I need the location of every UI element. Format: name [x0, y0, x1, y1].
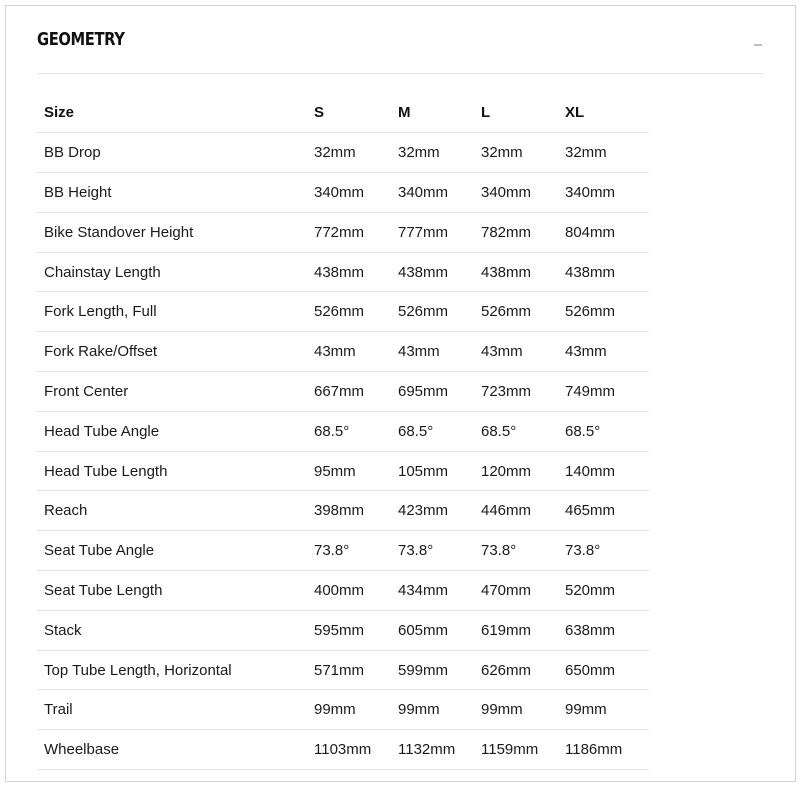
cell-m: 526mm — [398, 292, 481, 332]
table-row — [37, 650, 649, 690]
cell-label: Fork Length, Full — [37, 292, 314, 332]
cell-label: BB Drop — [37, 133, 314, 173]
cell-xl: 99mm — [565, 690, 649, 730]
table-row — [37, 571, 649, 611]
cell-xl: 1186mm — [565, 730, 649, 770]
cell-l: 73.8° — [481, 531, 565, 571]
cell-xl: 465mm — [565, 491, 649, 531]
column-header-xl: XL — [565, 93, 649, 133]
cell-xl: 43mm — [565, 332, 649, 372]
table-row — [37, 451, 649, 491]
column-header-l: L — [481, 93, 565, 133]
cell-m: 1132mm — [398, 730, 481, 770]
cell-s: 595mm — [314, 610, 398, 650]
cell-m: 68.5° — [398, 411, 481, 451]
cell-s: 667mm — [314, 372, 398, 412]
cell-m: 777mm — [398, 212, 481, 252]
cell-xl: 438mm — [565, 252, 649, 292]
table-row — [37, 690, 649, 730]
cell-m: 438mm — [398, 252, 481, 292]
column-header-size: Size — [37, 93, 314, 133]
cell-m: 32mm — [398, 133, 481, 173]
cell-m: 43mm — [398, 332, 481, 372]
cell-l: 782mm — [481, 212, 565, 252]
minus-icon[interactable] — [754, 43, 764, 47]
cell-label: Head Tube Length — [37, 451, 314, 491]
cell-m: 99mm — [398, 690, 481, 730]
cell-s: 32mm — [314, 133, 398, 173]
cell-s: 438mm — [314, 252, 398, 292]
table-row — [37, 730, 649, 770]
cell-label: Wheelbase — [37, 730, 314, 770]
cell-l: 68.5° — [481, 411, 565, 451]
cell-label: Bike Standover Height — [37, 212, 314, 252]
cell-l: 438mm — [481, 252, 565, 292]
table-row — [37, 411, 649, 451]
cell-l: 99mm — [481, 690, 565, 730]
cell-s: 340mm — [314, 173, 398, 213]
cell-s: 68.5° — [314, 411, 398, 451]
cell-s: 99mm — [314, 690, 398, 730]
table-row — [37, 252, 649, 292]
cell-xl: 340mm — [565, 173, 649, 213]
cell-s: 1103mm — [314, 730, 398, 770]
geometry-table — [37, 93, 649, 770]
cell-s: 571mm — [314, 650, 398, 690]
table-row — [37, 531, 649, 571]
cell-s: 526mm — [314, 292, 398, 332]
column-header-s: S — [314, 93, 398, 133]
cell-label: Seat Tube Length — [37, 571, 314, 611]
cell-l: 43mm — [481, 332, 565, 372]
cell-label: Fork Rake/Offset — [37, 332, 314, 372]
table-row — [37, 212, 649, 252]
cell-xl: 140mm — [565, 451, 649, 491]
cell-m: 340mm — [398, 173, 481, 213]
cell-xl: 68.5° — [565, 411, 649, 451]
cell-l: 626mm — [481, 650, 565, 690]
cell-m: 695mm — [398, 372, 481, 412]
section-header[interactable] — [37, 29, 764, 74]
table-header-row — [37, 93, 649, 133]
cell-label: Head Tube Angle — [37, 411, 314, 451]
cell-xl: 749mm — [565, 372, 649, 412]
cell-l: 32mm — [481, 133, 565, 173]
table-row — [37, 491, 649, 531]
table-row — [37, 372, 649, 412]
cell-s: 95mm — [314, 451, 398, 491]
cell-s: 398mm — [314, 491, 398, 531]
cell-xl: 638mm — [565, 610, 649, 650]
table-row — [37, 292, 649, 332]
cell-m: 105mm — [398, 451, 481, 491]
cell-m: 434mm — [398, 571, 481, 611]
cell-s: 73.8° — [314, 531, 398, 571]
cell-s: 43mm — [314, 332, 398, 372]
cell-s: 772mm — [314, 212, 398, 252]
cell-xl: 526mm — [565, 292, 649, 332]
table-row — [37, 133, 649, 173]
cell-l: 446mm — [481, 491, 565, 531]
cell-l: 340mm — [481, 173, 565, 213]
cell-label: Front Center — [37, 372, 314, 412]
cell-l: 470mm — [481, 571, 565, 611]
cell-label: Seat Tube Angle — [37, 531, 314, 571]
table-row — [37, 610, 649, 650]
cell-m: 73.8° — [398, 531, 481, 571]
column-header-m: M — [398, 93, 481, 133]
cell-xl: 650mm — [565, 650, 649, 690]
cell-label: Top Tube Length, Horizontal — [37, 650, 314, 690]
cell-xl: 32mm — [565, 133, 649, 173]
cell-m: 423mm — [398, 491, 481, 531]
cell-l: 723mm — [481, 372, 565, 412]
cell-label: Chainstay Length — [37, 252, 314, 292]
cell-xl: 73.8° — [565, 531, 649, 571]
cell-xl: 804mm — [565, 212, 649, 252]
cell-m: 599mm — [398, 650, 481, 690]
cell-l: 120mm — [481, 451, 565, 491]
cell-l: 619mm — [481, 610, 565, 650]
cell-label: Stack — [37, 610, 314, 650]
cell-label: BB Height — [37, 173, 314, 213]
table-row — [37, 332, 649, 372]
cell-label: Trail — [37, 690, 314, 730]
cell-l: 1159mm — [481, 730, 565, 770]
cell-label: Reach — [37, 491, 314, 531]
table-row — [37, 173, 649, 213]
cell-s: 400mm — [314, 571, 398, 611]
section-title: GEOMETRY — [37, 29, 125, 50]
cell-xl: 520mm — [565, 571, 649, 611]
cell-l: 526mm — [481, 292, 565, 332]
cell-m: 605mm — [398, 610, 481, 650]
